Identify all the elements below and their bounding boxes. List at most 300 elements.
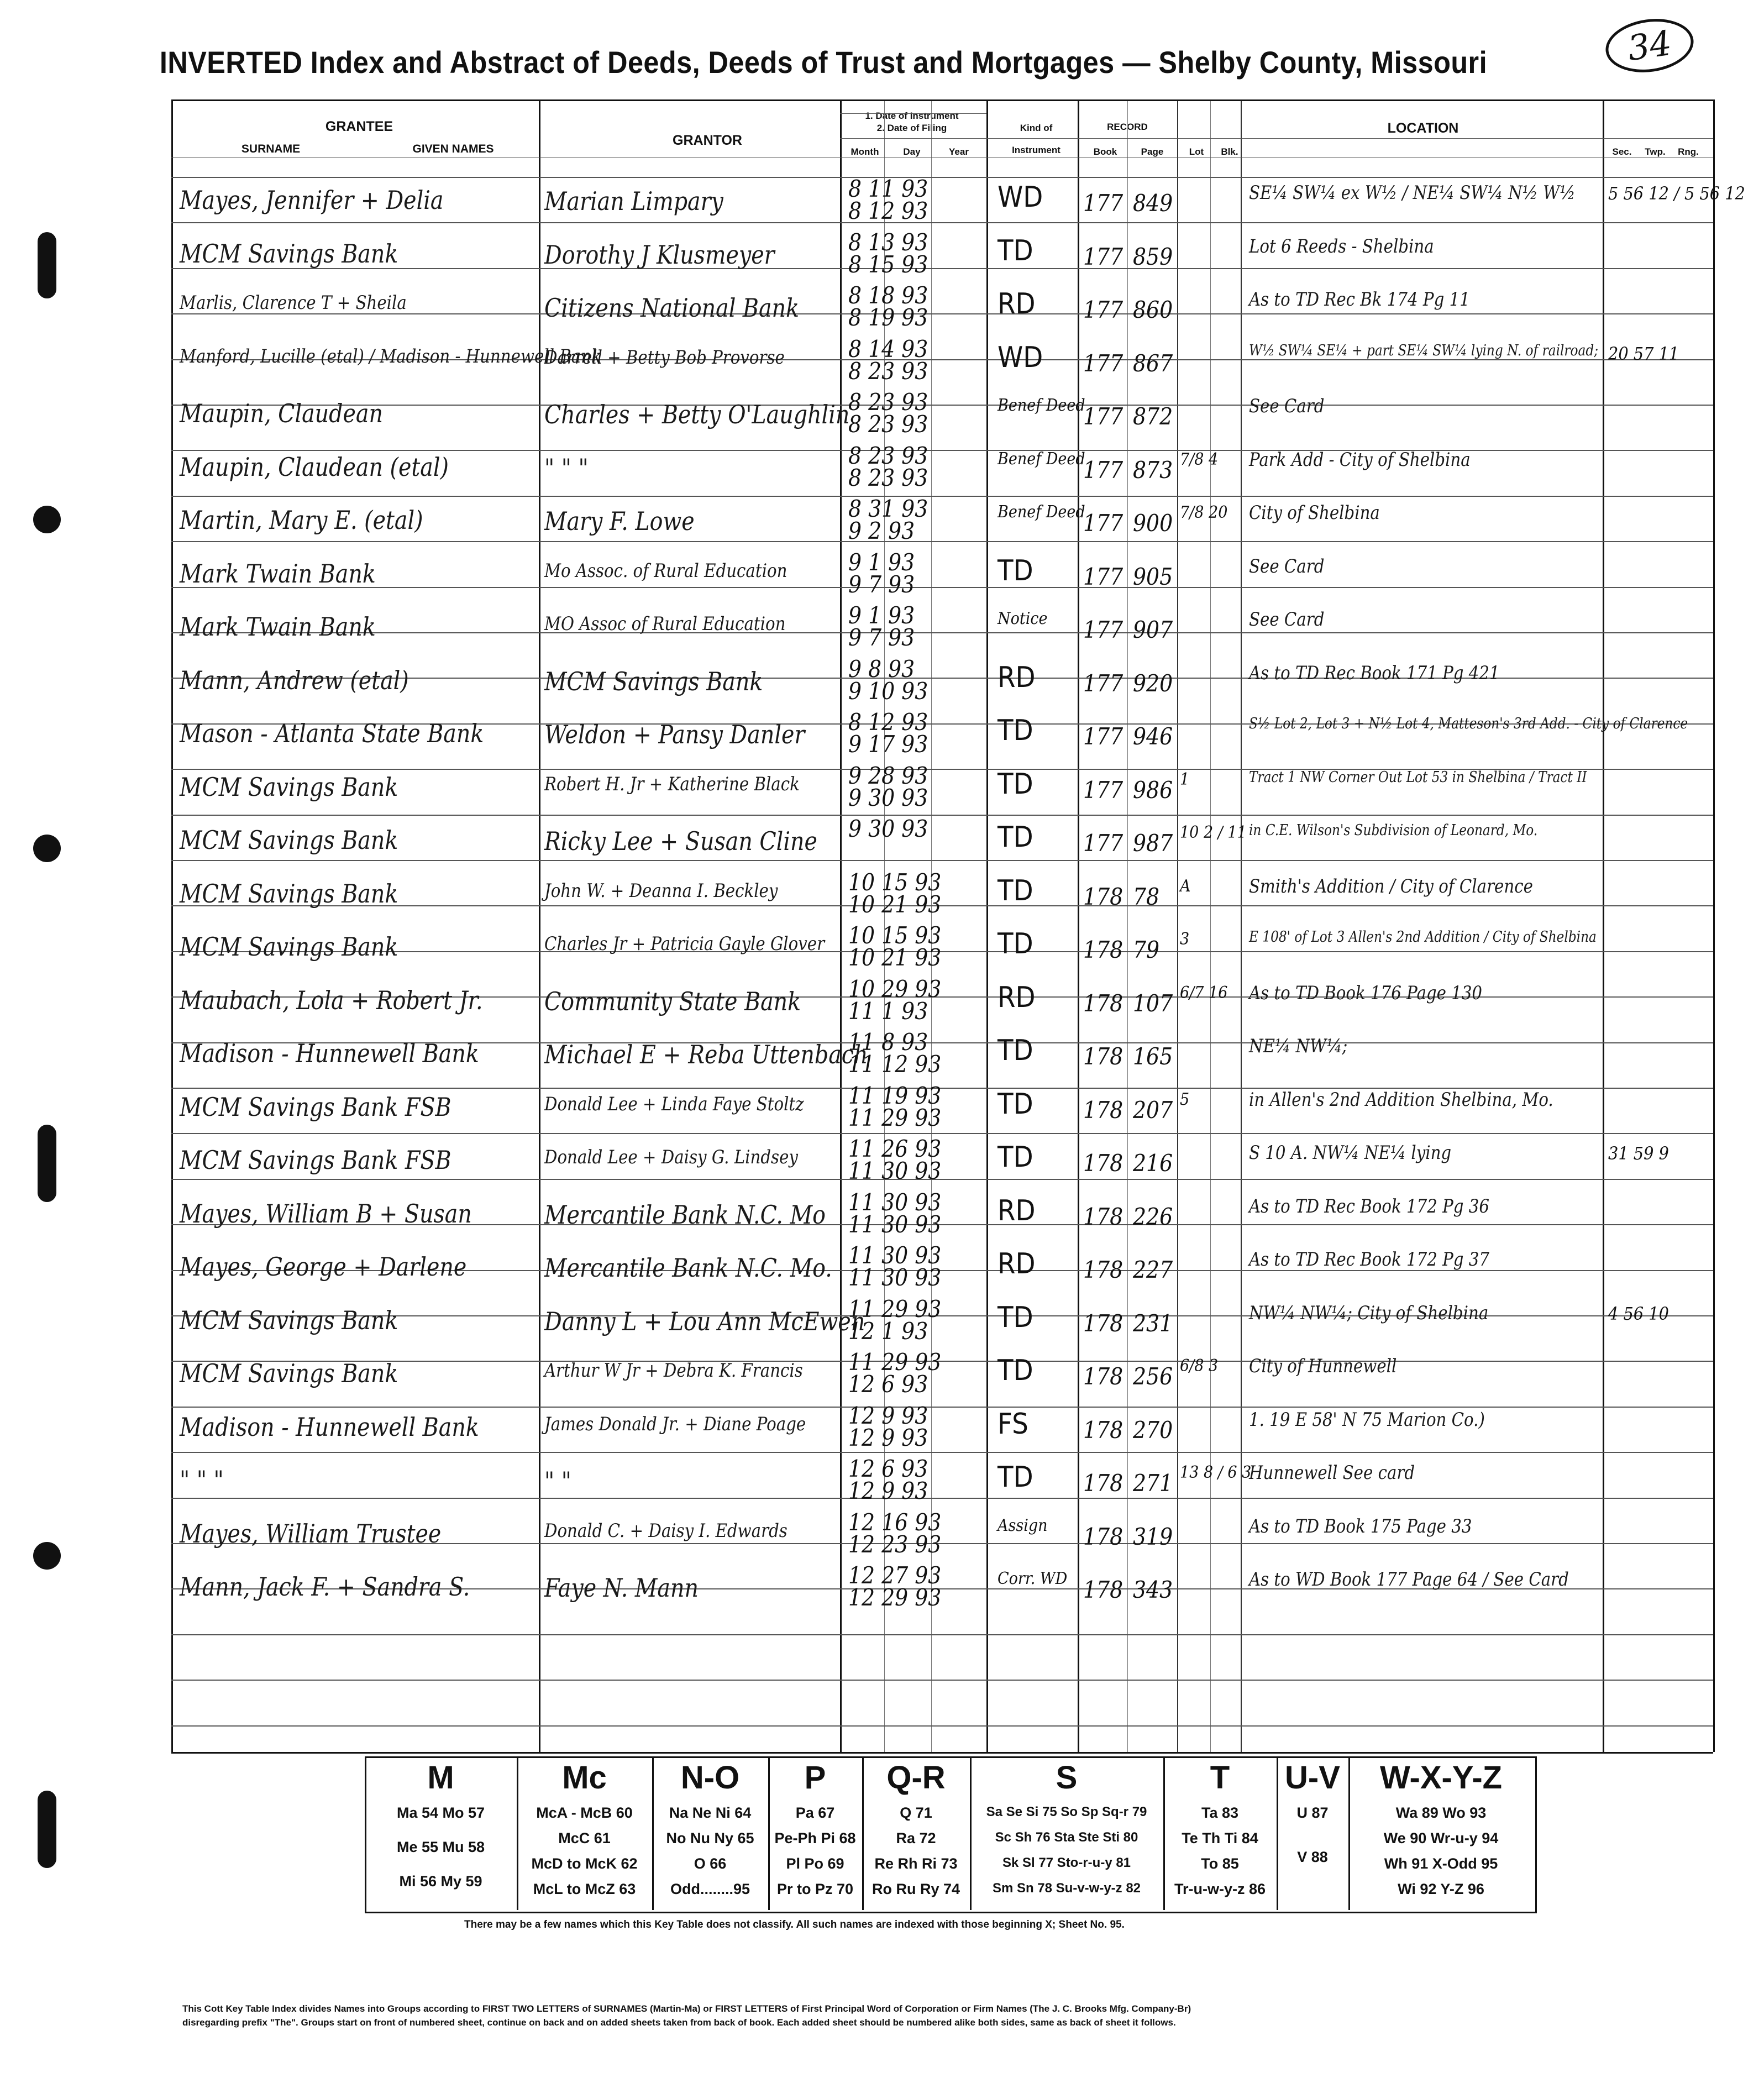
entry-grantee: MCM Savings Bank	[180, 932, 398, 962]
entry-book: 177	[1083, 403, 1124, 430]
entry-location: As to TD Rec Book 171 Pg 421	[1249, 662, 1500, 684]
entry-date-instrument: 9 8 93	[848, 655, 915, 683]
entry-grantor: Arthur W Jr + Debra K. Francis	[544, 1360, 803, 1382]
record-header: RECORD	[1107, 122, 1148, 132]
lot-header: Lot	[1189, 146, 1204, 157]
ruled-line	[171, 541, 1713, 542]
entry-location: City of Hunnewell	[1249, 1355, 1397, 1377]
entry-grantee: Mark Twain Bank	[180, 612, 376, 642]
ruled-line	[171, 268, 1713, 269]
binder-hole	[33, 1542, 61, 1570]
entry-book: 178	[1083, 1416, 1124, 1444]
key-group-letter: W-X-Y-Z	[1379, 1760, 1503, 1796]
entry-date-instrument: 9 28 93	[848, 762, 928, 789]
entry-grantor: Mercantile Bank N.C. Mo	[544, 1199, 826, 1230]
entry-location: Lot 6 Reeds - Shelbina	[1249, 235, 1434, 258]
ruled-line	[171, 405, 1713, 406]
entry-grantor: James Donald Jr. + Diane Poage	[544, 1413, 806, 1435]
entry-grantor: Michael E + Reba Uttenbach	[544, 1040, 868, 1069]
column-rule	[171, 99, 173, 1752]
key-group-entry: Wh 91 X-Odd 95	[1384, 1855, 1498, 1872]
entry-date-filing: 8 23 93	[848, 411, 928, 438]
entry-date-instrument: 9 1 93	[848, 548, 915, 576]
key-group-entry: Na Ne Ni 64	[669, 1804, 752, 1821]
entry-date-filing: 12 9 93	[848, 1424, 928, 1451]
key-group-entry: Re Rh Ri 73	[874, 1855, 958, 1872]
entry-grantor: Marian Limpary	[544, 186, 723, 216]
entry-kind: Assign	[998, 1515, 1048, 1535]
kind-header-1: Kind of	[1020, 123, 1053, 133]
entry-book: 177	[1083, 723, 1124, 750]
key-group-entry: Ra 72	[896, 1830, 936, 1846]
entry-grantor: Ricky Lee + Susan Cline	[544, 826, 817, 856]
location-header: LOCATION	[1387, 120, 1459, 136]
entry-page: 216	[1133, 1150, 1173, 1177]
entry-grantee: Mark Twain Bank	[180, 558, 376, 589]
key-group-letter: Q-R	[886, 1760, 946, 1796]
entry-location: Hunnewell See card	[1249, 1462, 1415, 1484]
entry-kind: RD	[998, 287, 1036, 321]
entry-grantee: Mason - Atlanta State Bank	[180, 718, 484, 748]
entry-kind: TD	[998, 1141, 1033, 1174]
entry-grantee: Mayes, Jennifer + Delia	[180, 185, 444, 215]
ruled-line	[171, 905, 1713, 906]
key-group-entry: Sm Sn 78 Su-v-w-y-z 82	[992, 1881, 1141, 1896]
entry-grantor: MO Assoc of Rural Education	[544, 613, 786, 635]
entry-grantee: MCM Savings Bank	[180, 1358, 398, 1388]
key-group-entry: McA - McB 60	[536, 1804, 633, 1821]
entry-grantor: Charles + Betty O'Laughlin	[544, 400, 850, 429]
ruled-line	[171, 1407, 1713, 1408]
sec-header: Sec.	[1612, 146, 1632, 157]
key-group-letter: S	[1056, 1760, 1078, 1796]
twp-header: Twp.	[1645, 146, 1666, 157]
entry-grantor: Dorothy J Klusmeyer	[544, 239, 775, 270]
entry-sec-twp-rng: 5 56 12 / 5 56 12	[1608, 183, 1745, 204]
header-rule	[171, 99, 1713, 101]
key-group-entry: McC 61	[558, 1830, 611, 1846]
key-group-entry: Odd........95	[670, 1881, 750, 1897]
day-header: Day	[903, 146, 921, 157]
ruled-line	[171, 815, 1713, 816]
entry-lot-blk: 6/7 16	[1180, 983, 1228, 1003]
key-group-letter: N-O	[680, 1760, 740, 1796]
key-group-entry: Wa 89 Wo 93	[1395, 1804, 1487, 1821]
entry-book: 177	[1083, 830, 1124, 857]
entry-kind: TD	[998, 1354, 1033, 1387]
entry-page: 872	[1133, 403, 1173, 430]
entry-date-filing: 11 30 93	[848, 1157, 942, 1184]
column-rule	[1078, 99, 1079, 1752]
surname-header: SURNAME	[241, 143, 301, 155]
entry-grantee: MCM Savings Bank	[180, 238, 398, 269]
key-group-letter: M	[427, 1760, 454, 1796]
entry-date-filing: 12 6 93	[848, 1371, 928, 1398]
key-group-entry: Pa 67	[795, 1804, 835, 1821]
entry-kind: RD	[998, 1194, 1036, 1227]
entry-kind: Notice	[998, 609, 1048, 628]
entry-kind: FS	[998, 1407, 1028, 1441]
entry-kind: TD	[998, 874, 1033, 907]
column-rule	[1177, 99, 1178, 1752]
entry-grantee: Mayes, William Trustee	[180, 1518, 442, 1549]
entry-book: 178	[1083, 1470, 1124, 1497]
entry-date-filing: 8 15 93	[848, 250, 928, 278]
entry-grantee: " " "	[180, 1465, 224, 1495]
entry-location: S½ Lot 2, Lot 3 + N½ Lot 4, Matteson's 3rd Add. - City of Clarence	[1249, 715, 1688, 732]
entry-page: 867	[1133, 349, 1173, 377]
entry-grantee: Marlis, Clarence T + Sheila	[180, 292, 407, 314]
entry-date-instrument: 12 16 93	[848, 1508, 942, 1536]
entry-book: 177	[1083, 296, 1124, 323]
key-group-entry: No Nu Ny 65	[666, 1830, 754, 1846]
binder-slot	[38, 232, 56, 298]
entry-date-filing: 8 19 93	[848, 304, 928, 331]
key-group-entry: Wi 92 Y-Z 96	[1398, 1881, 1484, 1897]
entry-grantor: " "	[544, 1466, 571, 1496]
key-group-entry: Sc Sh 76 Sta Ste Sti 80	[995, 1830, 1138, 1845]
grantor-header: GRANTOR	[673, 133, 742, 148]
footer-line-1: This Cott Key Table Index divides Names into Groups according to FIRST TWO LETTERS of SURNAMES (Martin-Ma) or FIRST LETTERS of First Principal Word of Corporation or Firm Names (The J. C. Brooks Mfg. Company-Br)	[182, 2003, 1191, 2014]
entry-location: NW¼ NW¼; City of Shelbina	[1249, 1302, 1489, 1324]
entry-date-instrument: 12 6 93	[848, 1455, 928, 1482]
entry-page: 79	[1133, 936, 1160, 963]
key-group-entry: We 90 Wr-u-y 94	[1383, 1830, 1499, 1846]
book-header: Book	[1093, 146, 1117, 157]
entry-book: 178	[1083, 1096, 1124, 1124]
key-group-entry: Ro Ru Ry 74	[872, 1881, 960, 1897]
ruled-line	[171, 632, 1713, 633]
entry-date-instrument: 10 15 93	[848, 922, 942, 949]
entry-book: 177	[1083, 456, 1124, 484]
entry-grantor: MCM Savings Bank	[544, 666, 763, 696]
key-group-letter: T	[1210, 1760, 1230, 1796]
entry-sec-twp-rng: 20 57 11	[1608, 343, 1679, 364]
entry-date-filing: 11 1 93	[848, 997, 928, 1025]
page-title: INVERTED Index and Abstract of Deeds, Deeds of Trust and Mortgages — Shelby County, Missouri	[159, 45, 1488, 80]
entry-grantee: Martin, Mary E. (etal)	[180, 505, 423, 535]
entry-grantor: John W. + Deanna I. Beckley	[544, 879, 778, 902]
entry-kind: WD	[998, 181, 1043, 214]
entry-date-instrument: 11 19 93	[848, 1082, 942, 1109]
entry-grantee: MCM Savings Bank FSB	[180, 1092, 452, 1122]
key-group-entry: Pr to Pz 70	[776, 1881, 854, 1897]
entry-location: As to WD Book 177 Page 64 / See Card	[1249, 1568, 1569, 1591]
entry-book: 177	[1083, 563, 1124, 590]
entry-location: As to TD Book 175 Page 33	[1249, 1515, 1472, 1538]
entry-kind: TD	[998, 767, 1033, 801]
key-group-entry: McD to McK 62	[531, 1855, 638, 1872]
entry-grantee: MCM Savings Bank	[180, 772, 398, 802]
entry-date-instrument: 8 18 93	[848, 282, 928, 309]
entry-date-filing: 9 17 93	[848, 731, 928, 758]
entry-date-filing: 10 21 93	[848, 890, 942, 918]
rng-header: Rng.	[1678, 146, 1699, 157]
entry-date-filing: 9 7 93	[848, 624, 915, 651]
entry-kind: TD	[998, 1300, 1033, 1334]
ruled-line	[171, 951, 1713, 952]
entry-date-instrument: 8 13 93	[848, 228, 928, 256]
entry-date-instrument: 8 14 93	[848, 335, 928, 363]
entry-book: 178	[1083, 989, 1124, 1017]
entry-book: 178	[1083, 1309, 1124, 1337]
entry-date-filing: 8 23 93	[848, 464, 928, 491]
entry-date-instrument: 9 1 93	[848, 602, 915, 629]
entry-date-instrument: 8 23 93	[848, 442, 928, 469]
entry-page: 270	[1133, 1416, 1173, 1444]
entry-date-filing: 9 10 93	[848, 677, 928, 705]
entry-location: As to TD Rec Bk 174 Pg 11	[1249, 288, 1470, 311]
entry-lot-blk: 3	[1180, 930, 1190, 949]
entry-location: SE¼ SW¼ ex W½ / NE¼ SW¼ N½ W½	[1249, 182, 1576, 204]
entry-grantor: Weldon + Pansy Danler	[544, 720, 805, 749]
entry-date-instrument: 12 27 93	[848, 1562, 942, 1589]
entry-grantor: " " "	[544, 453, 589, 483]
ruled-line	[171, 177, 1713, 178]
binder-hole	[33, 835, 61, 862]
entry-page: 946	[1133, 723, 1173, 750]
entry-grantee: MCM Savings Bank	[180, 878, 398, 909]
binder-slot	[38, 1125, 56, 1202]
entry-lot-blk: 13 8 / 6 3	[1180, 1463, 1252, 1482]
entry-kind: WD	[998, 340, 1043, 374]
entry-book: 177	[1083, 510, 1124, 537]
key-group-entry: Me 55 Mu 58	[396, 1839, 485, 1855]
entry-date-filing: 9 7 93	[848, 570, 915, 598]
year-header: Year	[949, 146, 969, 157]
entry-location: Smith's Addition / City of Clarence	[1249, 875, 1533, 898]
entry-date-instrument: 11 8 93	[848, 1029, 928, 1056]
entry-grantor: Faye N. Mann	[544, 1573, 699, 1603]
ruled-line	[171, 860, 1713, 861]
entry-date-filing: 12 1 93	[848, 1317, 928, 1345]
entry-page: 165	[1133, 1043, 1173, 1070]
entry-grantor: Charles Jr + Patricia Gayle Glover	[544, 933, 825, 955]
entry-grantor: Robert H. Jr + Katherine Black	[544, 773, 800, 795]
entry-page: 873	[1133, 456, 1173, 484]
entry-date-instrument: 11 30 93	[848, 1188, 942, 1216]
entry-grantee: Mann, Andrew (etal)	[180, 665, 409, 695]
entry-grantee: Mayes, William B + Susan	[180, 1198, 472, 1229]
column-rule	[1713, 99, 1715, 1752]
ruled-line	[171, 1634, 1713, 1635]
entry-location: See Card	[1249, 395, 1325, 417]
entry-location: NE¼ NW¼;	[1249, 1035, 1348, 1057]
entry-book: 178	[1083, 1043, 1124, 1070]
entry-date-filing: 11 30 93	[848, 1210, 942, 1238]
entry-page: 207	[1133, 1096, 1173, 1124]
entry-grantee: Maubach, Lola + Robert Jr.	[180, 985, 483, 1015]
key-group-letter: P	[804, 1760, 826, 1796]
entry-page: 271	[1133, 1470, 1173, 1497]
entry-grantor: Donald Lee + Daisy G. Lindsey	[544, 1146, 798, 1168]
entry-page: 987	[1133, 830, 1173, 857]
ruled-line	[171, 1498, 1713, 1499]
ruled-line	[171, 1452, 1713, 1453]
key-table-note: There may be a few names which this Key Table does not classify. All such names are indexed with those beginning X; Sheet No. 95.	[464, 1919, 1125, 1930]
entry-book: 177	[1083, 190, 1124, 217]
entry-date-filing: 11 29 93	[848, 1104, 942, 1131]
entry-lot-blk: 7/8 4	[1180, 449, 1219, 469]
page-number: 34	[1602, 13, 1697, 77]
header-rule	[840, 113, 986, 114]
key-group-entry: Q 71	[900, 1804, 932, 1821]
entry-location: City of Shelbina	[1249, 502, 1380, 524]
entry-page: 900	[1133, 510, 1173, 537]
entry-kind: TD	[998, 821, 1033, 854]
key-group-entry: To 85	[1201, 1855, 1239, 1872]
entry-date-filing: 11 30 93	[848, 1264, 942, 1291]
entry-kind: Benef Deed	[998, 396, 1085, 415]
entry-date-filing: 10 21 93	[848, 944, 942, 971]
month-header: Month	[851, 146, 879, 157]
entry-page: 920	[1133, 669, 1173, 697]
ruled-line	[171, 222, 1713, 223]
entry-page: 849	[1133, 190, 1173, 217]
entry-page: 859	[1133, 243, 1173, 270]
sub-column-rule	[1127, 99, 1128, 1752]
entry-kind: TD	[998, 1461, 1033, 1494]
kind-header-2: Instrument	[1012, 145, 1060, 155]
ruled-line	[171, 496, 1713, 497]
entry-page: 107	[1133, 989, 1173, 1017]
entry-book: 178	[1083, 1256, 1124, 1283]
entry-kind: RD	[998, 980, 1036, 1014]
sub-column-rule	[1210, 99, 1211, 1752]
entry-grantee: MCM Savings Bank	[180, 1305, 398, 1335]
entry-date-instrument: 8 12 93	[848, 709, 928, 736]
entry-date-filing: 8 23 93	[848, 357, 928, 385]
entry-book: 177	[1083, 243, 1124, 270]
entry-grantee: Mayes, George + Darlene	[180, 1252, 467, 1282]
entry-grantor: Mary F. Lowe	[544, 506, 695, 536]
entry-date-instrument: 11 26 93	[848, 1135, 942, 1162]
entry-location: W½ SW¼ SE¼ + part SE¼ SW¼ lying N. of railroad;	[1249, 342, 1599, 359]
entry-date-instrument: 10 29 93	[848, 975, 942, 1003]
binder-slot	[38, 1791, 56, 1868]
entry-location: As to TD Rec Book 172 Pg 36	[1249, 1195, 1490, 1218]
entry-grantee: MCM Savings Bank	[180, 825, 398, 855]
key-group-entry: Tr-u-w-y-z 86	[1174, 1881, 1266, 1897]
entry-lot-blk: A	[1180, 876, 1191, 896]
entry-date-instrument: 8 23 93	[848, 389, 928, 416]
entry-location: Park Add - City of Shelbina	[1249, 448, 1471, 471]
column-rule	[986, 99, 988, 1752]
footer-line-2: disregarding prefix "The". Groups start on front of numbered sheet, continue on back and on added sheets taken from back of book. Each added sheet should be numbered alike both sides, same as back of sheet it follows.	[182, 2017, 1176, 2028]
entry-grantor: Community State Bank	[544, 986, 801, 1016]
entry-location: See Card	[1249, 608, 1325, 631]
entry-grantor: Danny L + Lou Ann McEwen	[544, 1306, 865, 1336]
entry-lot-blk: 10 2 / 11	[1180, 823, 1247, 842]
entry-grantor: Citizens National Bank	[544, 293, 800, 323]
entry-date-instrument: 11 29 93	[848, 1295, 942, 1323]
entry-lot-blk: 6/8 3	[1180, 1356, 1219, 1376]
entry-date-filing: 12 9 93	[848, 1477, 928, 1504]
entry-location: As to TD Book 176 Page 130	[1249, 982, 1483, 1004]
binder-hole	[33, 506, 61, 533]
entry-page: 986	[1133, 776, 1173, 804]
entry-date-filing: 11 12 93	[848, 1051, 942, 1078]
date-header-1: 1. Date of Instrument	[865, 111, 959, 121]
entry-grantor: Mercantile Bank N.C. Mo.	[544, 1253, 832, 1283]
entry-location: 1. 19 E 58' N 75 Marion Co.)	[1249, 1408, 1485, 1431]
given-names-header: GIVEN NAMES	[412, 143, 494, 155]
ledger-bottom-rule	[171, 1752, 1713, 1754]
key-group-entry: O 66	[694, 1855, 727, 1872]
entry-kind: RD	[998, 660, 1036, 694]
ruled-line	[171, 1725, 1713, 1727]
entry-date-instrument: 10 15 93	[848, 868, 942, 896]
entry-page: 319	[1133, 1523, 1173, 1550]
entry-kind: TD	[998, 714, 1033, 747]
entry-date-instrument: 11 29 93	[848, 1349, 942, 1376]
entry-page: 907	[1133, 616, 1173, 643]
entry-sec-twp-rng: 4 56 10	[1608, 1303, 1669, 1324]
entry-kind: RD	[998, 1247, 1036, 1281]
grantee-header: GRANTEE	[325, 119, 393, 134]
entry-kind: TD	[998, 234, 1033, 267]
entry-book: 178	[1083, 1203, 1124, 1230]
entry-book: 178	[1083, 1523, 1124, 1550]
key-group-entry: Ma 54 Mo 57	[396, 1804, 485, 1821]
entry-page: 231	[1133, 1309, 1173, 1337]
key-group-entry: Pe-Ph Pi 68	[774, 1830, 856, 1846]
entry-grantor: Mo Assoc. of Rural Education	[544, 559, 788, 582]
column-rule	[1603, 99, 1604, 1752]
entry-grantee: Madison - Hunnewell Bank	[180, 1038, 479, 1068]
entry-location: E 108' of Lot 3 Allen's 2nd Addition / City of Shelbina	[1249, 928, 1597, 946]
entry-page: 227	[1133, 1256, 1173, 1283]
entry-lot-blk: 1	[1180, 769, 1190, 789]
entry-location: in Allen's 2nd Addition Shelbina, Mo.	[1249, 1088, 1553, 1111]
ruled-line	[171, 1680, 1713, 1681]
entry-grantee: MCM Savings Bank FSB	[180, 1145, 452, 1175]
entry-grantee: Maupin, Claudean (etal)	[180, 452, 449, 482]
ruled-line	[171, 587, 1713, 588]
entry-page: 905	[1133, 563, 1173, 590]
entry-page: 78	[1133, 883, 1160, 910]
page-header: Page	[1141, 146, 1164, 157]
entry-date-filing: 9 30 93	[848, 784, 928, 811]
key-group-letter: Mc	[562, 1760, 607, 1796]
entry-book: 178	[1083, 936, 1124, 963]
entry-kind: TD	[998, 554, 1033, 587]
key-group-entry: Te Th Ti 84	[1182, 1830, 1258, 1846]
entry-lot-blk: 5	[1180, 1089, 1190, 1109]
entry-grantor: Darrell + Betty Bob Provorse	[544, 346, 785, 369]
entry-grantee: Manford, Lucille (etal) / Madison - Hunnewell Bank	[180, 345, 601, 368]
entry-date-filing: 12 29 93	[848, 1584, 942, 1611]
entry-page: 860	[1133, 296, 1173, 323]
entry-book: 178	[1083, 1150, 1124, 1177]
entry-location: S 10 A. NW¼ NE¼ lying	[1249, 1142, 1452, 1164]
entry-book: 178	[1083, 883, 1124, 910]
key-group-entry: Ta 83	[1201, 1804, 1239, 1821]
ruled-line	[171, 1179, 1713, 1180]
key-group-entry: Sk Sl 77 Sto-r-u-y 81	[1002, 1855, 1131, 1870]
entry-kind: TD	[998, 1087, 1033, 1121]
entry-kind: Benef Deed	[998, 449, 1085, 469]
key-group-letter: U-V	[1285, 1760, 1340, 1796]
entry-page: 256	[1133, 1363, 1173, 1390]
entry-grantee: Mann, Jack F. + Sandra S.	[180, 1572, 470, 1602]
entry-kind: Benef Deed	[998, 502, 1085, 522]
entry-lot-blk: 7/8 20	[1180, 503, 1228, 522]
blk-header: Blk.	[1221, 146, 1238, 157]
entry-grantee: Madison - Hunnewell Bank	[180, 1412, 479, 1442]
key-group-entry: Pl Po 69	[786, 1855, 844, 1872]
column-rule	[1241, 99, 1242, 1752]
